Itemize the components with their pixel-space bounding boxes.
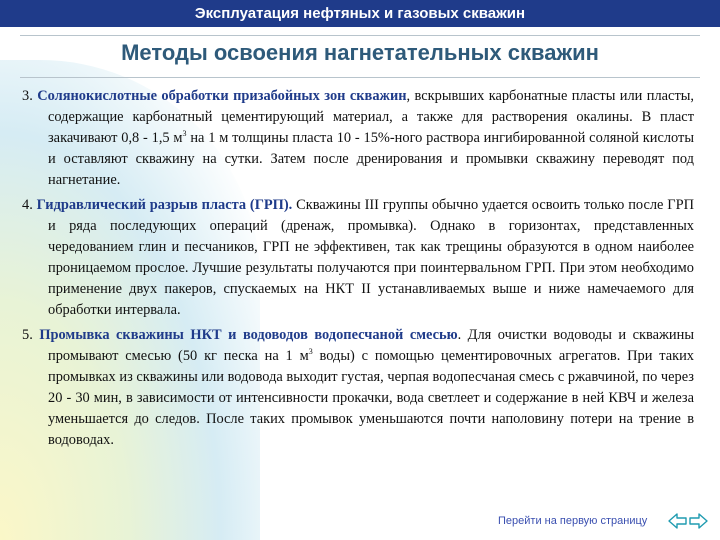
item-number: 3. bbox=[22, 88, 33, 104]
item-number: 5. bbox=[22, 327, 33, 343]
header-title: Эксплуатация нефтяных и газовых скважин bbox=[194, 5, 526, 22]
list-item-5 bbox=[22, 325, 694, 451]
item-text-cont: воды) с помощью цементировочных агрегатов. При таких промывках из скважины или водовода выходит густая, черпая водопесчаная смесь с ржавчиной, по через 20 - 30 мин, в зависимости от интенсивности прокачки, вода светлеет и содержание в ней КВЧ и железа уменьшается до следов. После таких промывок уменьшаются почти наполовину потери на трение в водоводах. bbox=[48, 348, 694, 448]
item-text: , вскрывших карбонатные пласты или пласты, содержащие карбонатный цементирующий материал, а также для растворения окалины. В пласт закачивают 0,8 - 1,5 м bbox=[48, 88, 694, 146]
list-item-4 bbox=[22, 195, 694, 321]
nav-arrows bbox=[668, 511, 708, 531]
superscript: 3 bbox=[308, 347, 313, 357]
header-bar bbox=[0, 0, 720, 27]
divider-top bbox=[20, 35, 700, 36]
item-heading: Промывка скважины НКТ и водоводов водопесчаной смесью bbox=[39, 327, 458, 343]
item-text-cont: на 1 м толщины пласта 10 - 15%-ного раствора ингибированной соляной кислоты и оставляют скважину на сутки. Затем после дренирования и промывки скважину переводят под нагнетание. bbox=[48, 130, 695, 188]
page-title: Методы освоения нагнетательных скважин bbox=[121, 40, 599, 65]
divider-bottom bbox=[20, 77, 700, 78]
content-body bbox=[22, 86, 694, 455]
item-text: Скважины III группы обычно удается освоить только после ГРП и ряда последующих операций (дренаж, промывка). Однако в горизонтах, представленных чередованием глин и песчаников, ГРП не эффективен, так как трещины образуются в одном наиболее проницаемом прослое. Лучшие результаты получаются при поинтервальном ГРП. При этом необходимо применение двух пакеров, спускаемых на НКТ II устанавливаемых выше и ниже намечаемого для обработки интервала. bbox=[48, 197, 694, 318]
item-heading: Гидравлический разрыв пласта (ГРП). bbox=[36, 197, 293, 213]
arrow-left-icon[interactable] bbox=[669, 514, 686, 528]
arrow-right-icon[interactable] bbox=[690, 514, 707, 528]
item-number: 4. bbox=[22, 197, 33, 213]
list-item-3 bbox=[22, 86, 694, 191]
first-page-link[interactable]: Перейти на первую страницу bbox=[498, 515, 648, 527]
item-text: . Для очистки водоводы и скважины промывают смесью (50 кг песка на 1 м bbox=[48, 327, 694, 364]
item-heading: Солянокислотные обработки призабойных зон скважин bbox=[37, 88, 407, 104]
superscript: 3 bbox=[182, 129, 187, 139]
